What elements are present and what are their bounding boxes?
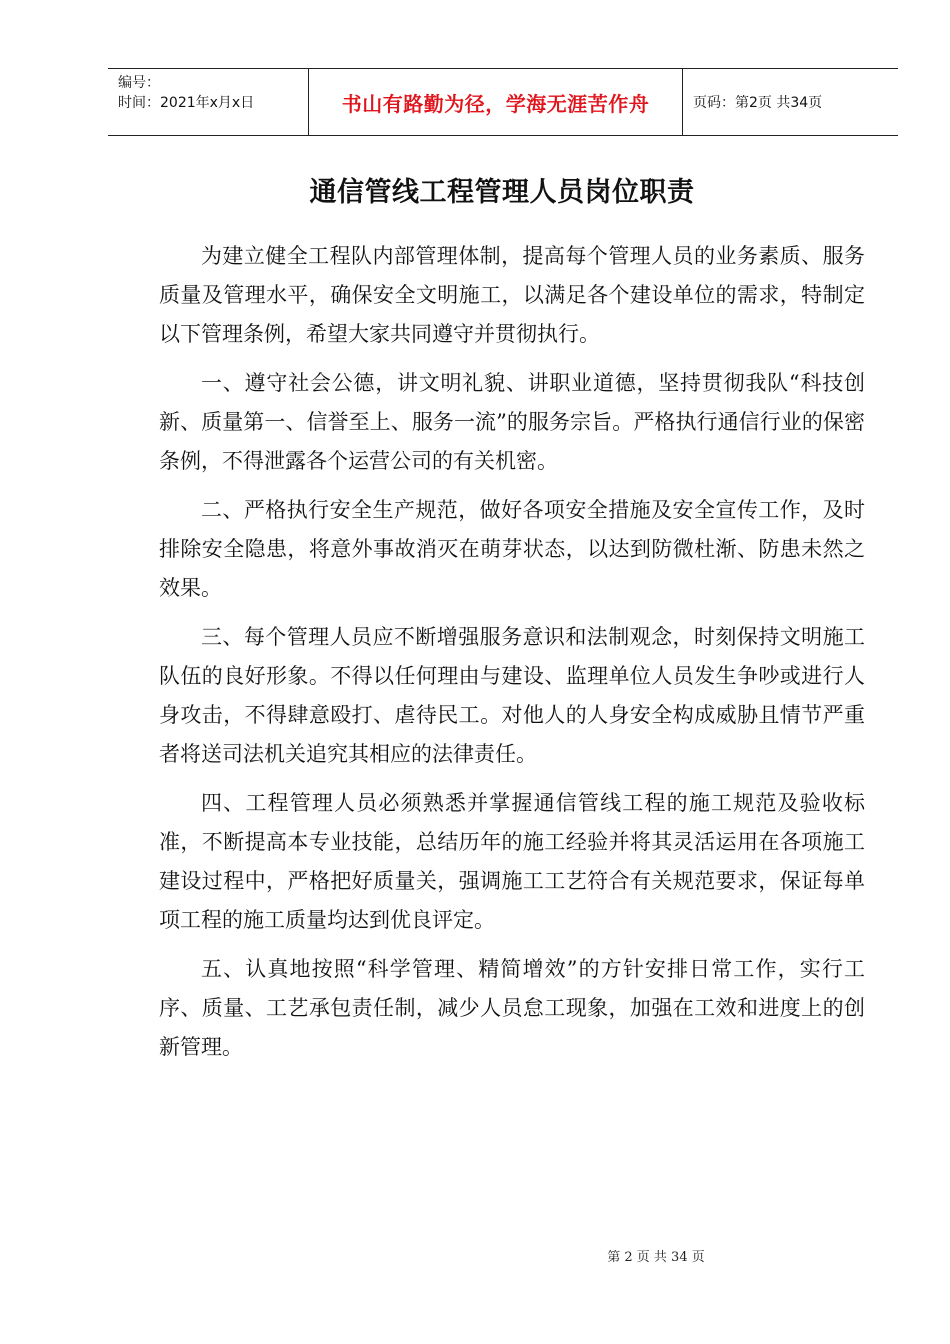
document-title: 通信管线工程管理人员岗位职责: [309, 177, 695, 208]
document-body: [159, 237, 865, 1077]
clause-paragraph-2: 二、严格执行安全生产规范，做好各项安全措施及安全宣传工作，及时排除安全隐患，将意外事故消灭在萌芽状态，以达到防微杜渐、防患未然之效果。: [159, 498, 865, 600]
header-meta-cell: [108, 69, 309, 135]
document-date-label: 时间：2021年x月x日: [118, 95, 255, 111]
clause-paragraph-1: 一、遵守社会公德，讲文明礼貌、讲职业道德，坚持贯彻我队“科技创新、质量第一、信誉至上、服务一流”的服务宗旨。严格执行通信行业的保密条例，不得泄露各个运营公司的有关机密。: [159, 371, 865, 473]
clause-paragraph-4: 四、工程管理人员必须熟悉并掌握通信管线工程的施工规范及验收标准，不断提高本专业技能，总结历年的施工经验并将其灵活运用在各项施工建设过程中，严格把好质量关，强调施工工艺符合有关规范要求，保证每单项工程的施工质量均达到优良评定。: [159, 791, 865, 932]
clause-paragraph-5: 五、认真地按照“科学管理、精简增效”的方针安排日常工作，实行工序、质量、工艺承包责任制，减少人员怠工现象，加强在工效和进度上的创新管理。: [159, 957, 865, 1059]
header-page-info: 页码：第2页 共34页: [693, 95, 823, 111]
document-header: [108, 68, 898, 136]
intro-paragraph: 为建立健全工程队内部管理体制，提高每个管理人员的业务素质、服务质量及管理水平，确保安全文明施工，以满足各个建设单位的需求，特制定以下管理条例，希望大家共同遵守并贯彻执行。: [159, 244, 865, 346]
document-number-label: 编号：: [118, 75, 160, 91]
page-footer: 第 2 页 共 34 页: [607, 1250, 705, 1265]
clause-paragraph-3: 三、每个管理人员应不断增强服务意识和法制观念，时刻保持文明施工队伍的良好形象。不得以任何理由与建设、监理单位人员发生争吵或进行人身攻击，不得肆意殴打、虐待民工。对他人的人身安全构成威胁且情节严重者将送司法机关追究其相应的法律责任。: [159, 625, 865, 766]
header-motto: 书山有路勤为径，学海无涯苦作舟: [309, 69, 683, 135]
